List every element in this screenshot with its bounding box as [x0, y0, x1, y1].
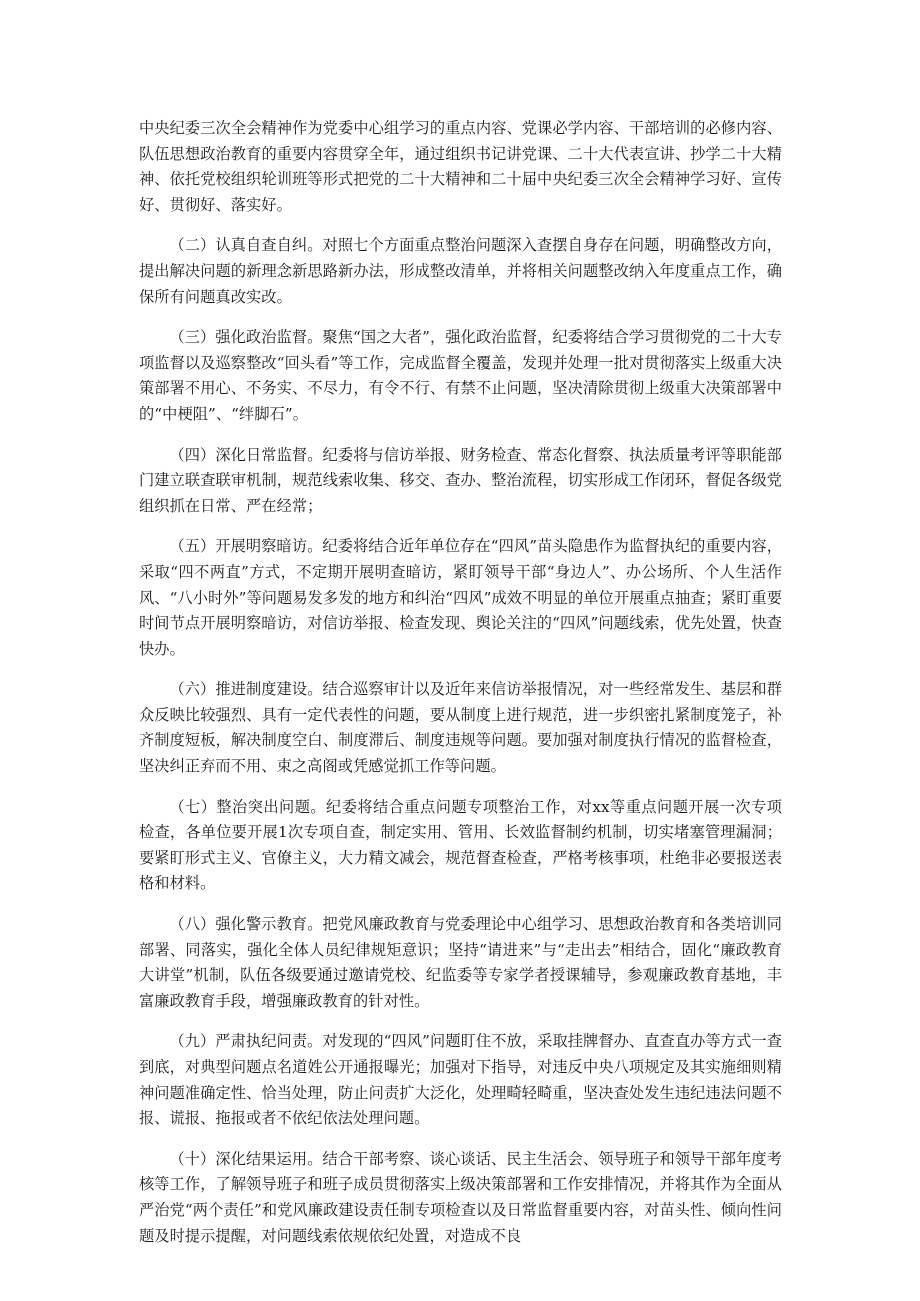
paragraph-continued: 中央纪委三次全会精神作为党委中心组学习的重点内容、党课必学内容、干部培训的必修内容、队伍思想政治教育的重要内容贯穿全年，通过组织书记讲党课、二十大代表宣讲、抄学二十大精神、依托党校组织轮训班等形式把党的二十大精神和二十届中央纪委三次全会精神学习好、宣传好、贯彻好、落实好。: [139, 119, 782, 214]
paragraph-section-5: （五）开展明察暗访。纪委将结合近年单位存在“四风”苗头隐患作为监督执纪的重要内容，采取“四不两直”方式，不定期开展明查暗访，紧盯领导干部“身边人”、办公场所、个人生活作风、“八小时外”等问题易发多发的地方和纠治“四风”成效不明显的单位开展重点抽查；紧盯重要时间节点开展明察暗访，对信访举报、检查发现、舆论关注的“四风”问题线索，优先处置，快查快办。: [139, 537, 782, 658]
paragraph-section-8: （八）强化警示教育。把党风廉政教育与党委理论中心组学习、思想政治教育和各类培训同部署、同落实，强化全体人员纪律规矩意识；坚持“请进来”与“走出去”相结合，固化“廉政教育大讲堂”机制，队伍各级要通过邀请党校、纪监委等专家学者授课辅导，参观廉政教育基地，丰富廉政教育手段，增强廉政教育的针对性。: [139, 915, 782, 1010]
paragraph-section-6: （六）推进制度建设。结合巡察审计以及近年来信访举报情况，对一些经常发生、基层和群众反映比较强烈、具有一定代表性的问题，要从制度上进行规范，进一步织密扎紧制度笼子，补齐制度短板，解决制度空白、制度滞后、制度违规等问题。要加强对制度执行情况的监督检查，坚决纠正弃而不用、束之高阁或凭感觉抓工作等问题。: [139, 680, 782, 776]
paragraph-section-2: （二）认真自查自纠。对照七个方面重点整治问题深入查摆自身存在问题，明确整改方向，提出解决问题的新理念新思路新办法，形成整改清单，并将相关问题整改纳入年度重点工作，确保所有问题真改实改。: [139, 236, 782, 306]
paragraph-section-7: （七）整治突出问题。纪委将结合重点问题专项整治工作，对xx等重点问题开展一次专项检查，各单位要开展1次专项自查，制定实用、管用、长效监督制约机制，切实堵塞管理漏洞；要紧盯形式主义、官僚主义，大力精文减会，规范督查检查，严格考核事项，杜绝非必要报送表格和材料。: [139, 797, 782, 893]
document-body: [139, 116, 782, 1264]
paragraph-section-10: （十）深化结果运用。结合干部考察、谈心谈话、民主生活会、领导班子和领导干部年度考核等工作，了解领导班子和班子成员贯彻落实上级决策部署和工作安排情况，并将其作为全面从严治党“两个责任”和党风廉政建设责任制专项检查以及日常监督重要内容，对苗头性、倾向性问题及时提示提醒，对问题线索依规依纪处置，对造成不良: [139, 1149, 782, 1245]
paragraph-section-4: （四）深化日常监督。纪委将与信访举报、财务检查、常态化督察、执法质量考评等职能部门建立联查联审机制，规范线索收集、移交、查办、整治流程，切实形成工作闭环，督促各级党组织抓在日常、严在经常；: [139, 445, 782, 515]
paragraph-section-9: （九）严肃执纪问责。对发现的“四风”问题盯住不放，采取挂牌督办、直查直办等方式一查到底，对典型问题点名道姓公开通报曝光；加强对下指导，对违反中央八项规定及其实施细则精神问题准确定性、恰当处理，防止问责扩大泛化，处理畸轻畸重，坚决查处发生违纪违法问题不报、谎报、拖报或者不依纪依法处理问题。: [139, 1032, 782, 1128]
paragraph-section-3: （三）强化政治监督。聚焦“国之大者”，强化政治监督，纪委将结合学习贯彻党的二十大专项监督以及巡察整改“回头看”等工作，完成监督全覆盖，发现并处理一批对贯彻落实上级重大决策部署不用心、不务实、不尽力，有令不行、有禁不止问题，坚决清除贯彻上级重大决策部署中的“中梗阻”、“绊脚石”。: [139, 328, 782, 423]
